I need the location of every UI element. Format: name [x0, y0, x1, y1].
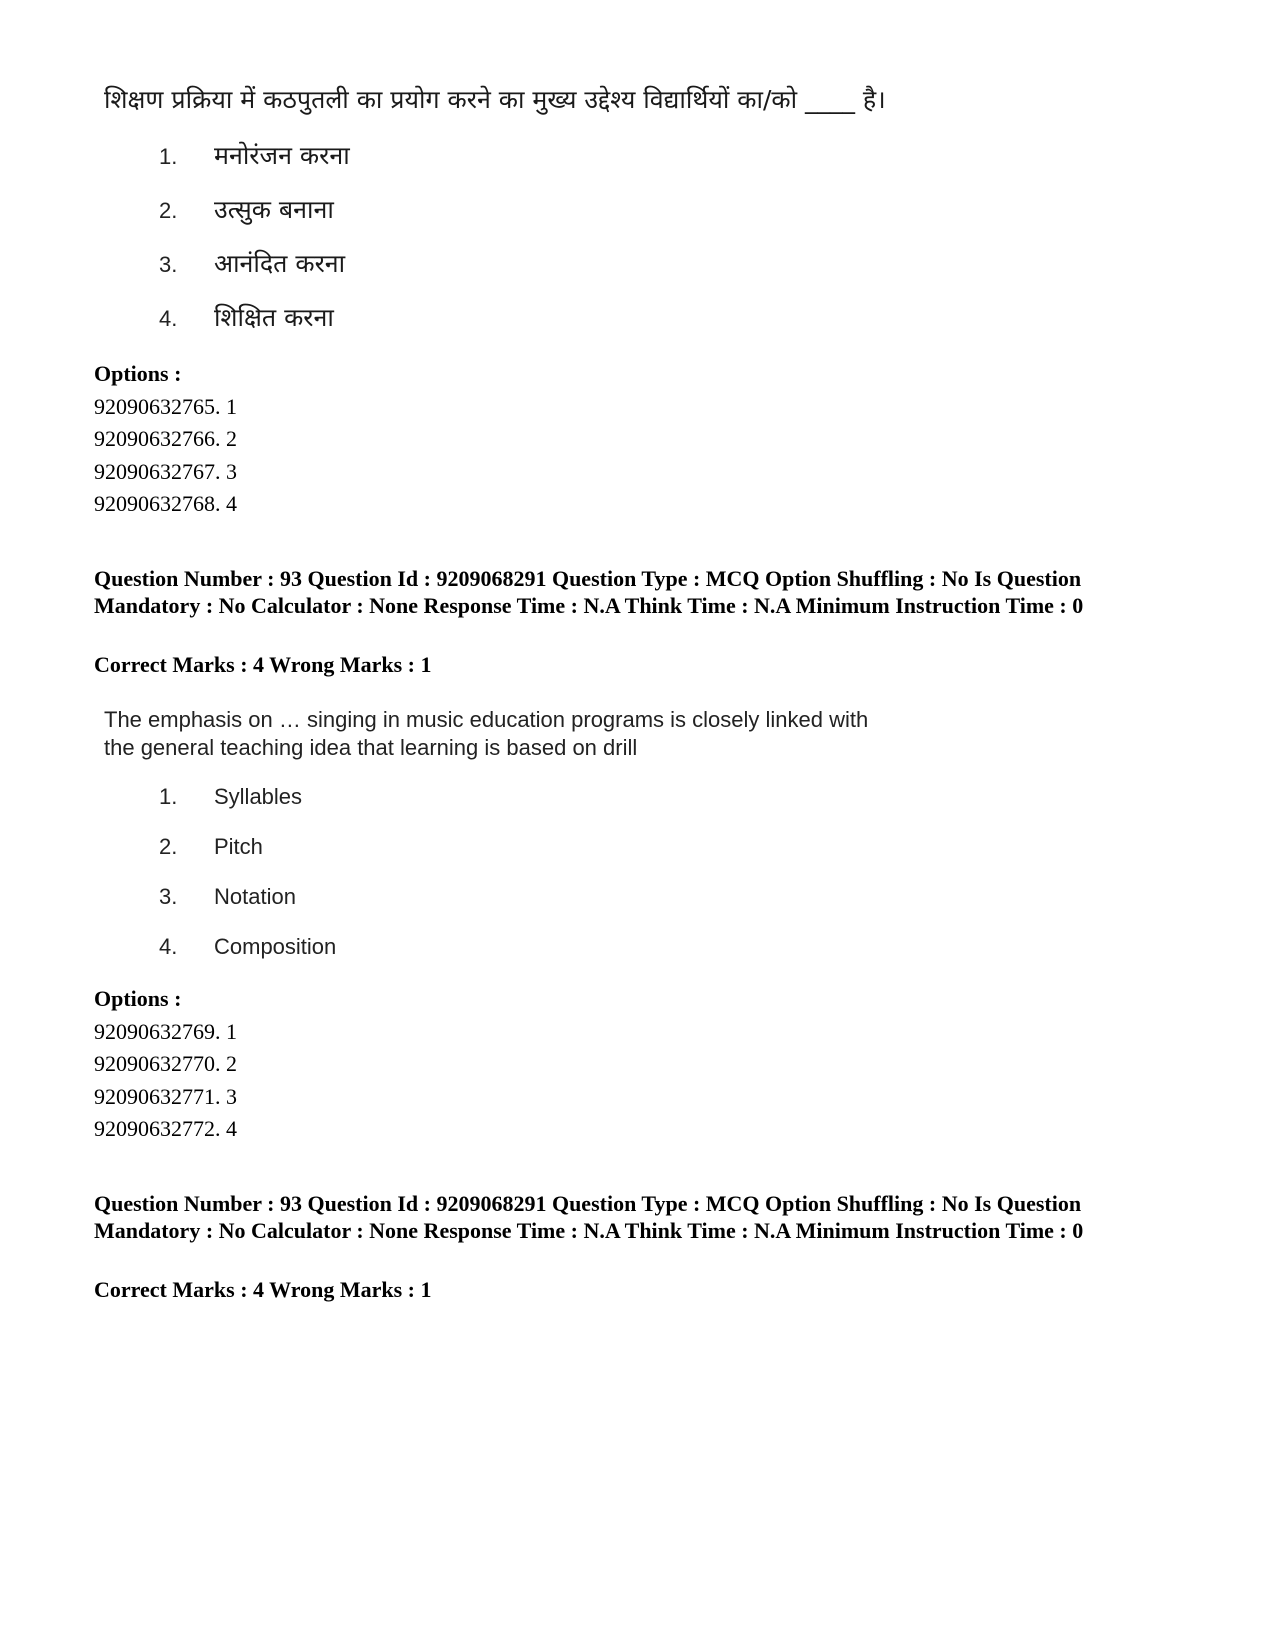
option-id-4: 92090632768. 4 [94, 491, 237, 516]
choice-text: शिक्षित करना [214, 303, 334, 332]
option-id-3: 92090632767. 3 [94, 458, 237, 484]
choice-number: 4. [159, 934, 178, 959]
stem-line-2: the general teaching idea that learning is based on drill [104, 735, 638, 760]
options-label: Options : [94, 361, 182, 386]
question-1-options [94, 358, 237, 521]
choice-number: 2. [159, 198, 178, 223]
question-1-choice-2 [159, 192, 334, 226]
choice-text: Notation [214, 884, 296, 909]
question-1-choice-3 [159, 246, 345, 280]
question-2-choice-1 [159, 784, 302, 810]
option-id-1: 92090632765. 1 [94, 393, 237, 419]
option-id-2: 92090632766. 2 [94, 426, 237, 451]
question-1-stem: शिक्षण प्रक्रिया में कठपुतली का प्रयोग करने का मुख्य उद्देश्य विद्यार्थियों का/को ____ है। [104, 85, 886, 114]
option-id-2: 92090632770. 2 [94, 1051, 237, 1076]
question-2-choice-3 [159, 884, 296, 910]
choice-text: उत्सुक बनाना [214, 195, 334, 224]
question-meta-2: Question Number : 93 Question Id : 9209068291 Question Type : MCQ Option Shuffling : No Is Question Mandatory : No Calculator : None Response Time : N.A Think Time : N.A Minimum Instruction Time : 0 [94, 1191, 1084, 1243]
question-2-choice-4 [159, 934, 336, 960]
choice-number: 3. [159, 252, 178, 277]
marks-line-2: Correct Marks : 4 Wrong Marks : 1 [94, 1277, 432, 1302]
stem-line-1: The emphasis on … singing in music education programs is closely linked with [104, 707, 869, 732]
question-2-choice-2 [159, 834, 263, 860]
choice-number: 1. [159, 144, 178, 169]
question-1-choice-1 [159, 138, 350, 172]
option-id-4: 92090632772. 4 [94, 1116, 237, 1141]
question-2-options [94, 983, 237, 1146]
option-id-1: 92090632769. 1 [94, 1018, 237, 1044]
choice-number: 4. [159, 306, 178, 331]
question-meta-1: Question Number : 93 Question Id : 9209068291 Question Type : MCQ Option Shuffling : No Is Question Mandatory : No Calculator : None Response Time : N.A Think Time : N.A Minimum Instruction Time : 0 [94, 566, 1084, 618]
choice-text: Syllables [214, 784, 303, 809]
choice-text: Pitch [214, 834, 263, 859]
choice-number: 2. [159, 834, 178, 859]
marks-line-1: Correct Marks : 4 Wrong Marks : 1 [94, 652, 432, 677]
choice-text: Composition [214, 934, 337, 959]
options-label: Options : [94, 986, 182, 1011]
question-1-choice-4 [159, 300, 334, 334]
question-2-stem [104, 706, 964, 762]
choice-text: आनंदित करना [214, 249, 346, 278]
choice-number: 1. [159, 784, 178, 809]
choice-number: 3. [159, 884, 178, 909]
option-id-3: 92090632771. 3 [94, 1083, 237, 1109]
choice-text: मनोरंजन करना [214, 141, 350, 170]
